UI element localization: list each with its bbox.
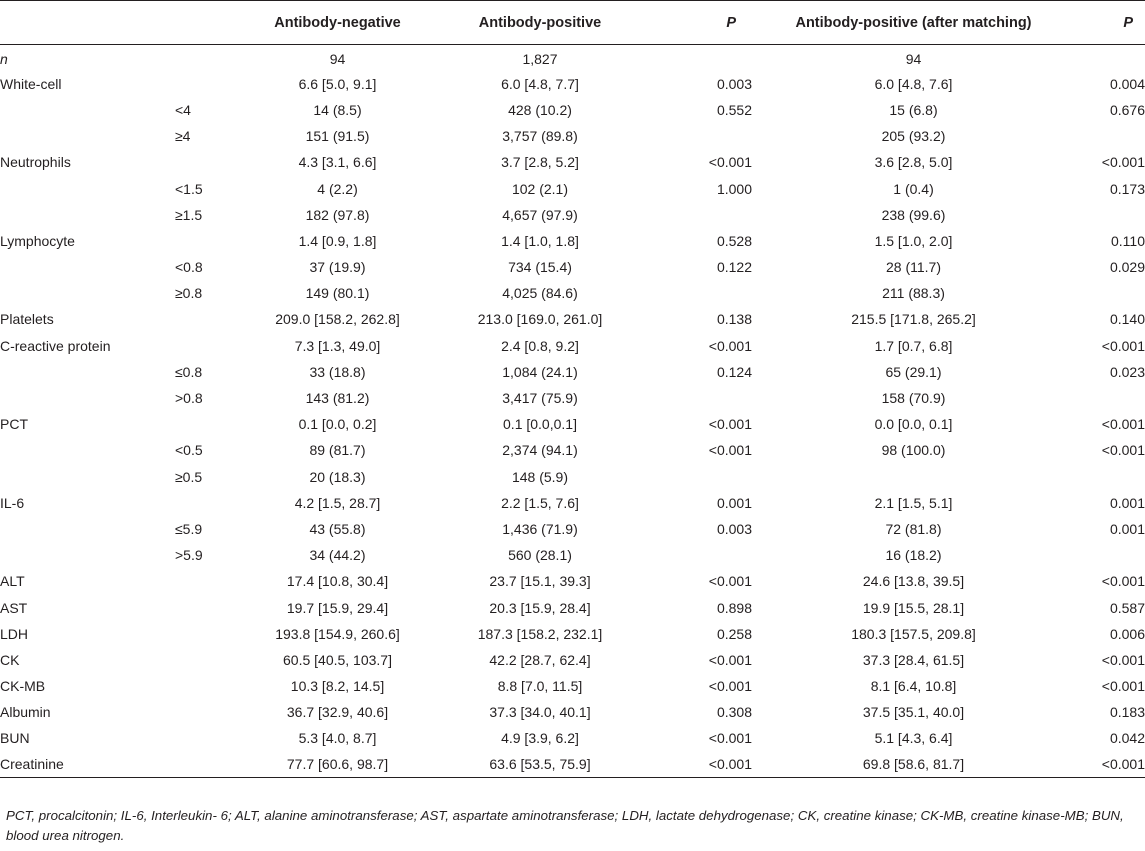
cell-antibody-positive: 213.0 [169.0, 261.0] bbox=[477, 311, 603, 328]
cell-p-value-matched bbox=[1075, 385, 1145, 411]
row-label: AST bbox=[0, 599, 28, 616]
row-label bbox=[0, 280, 175, 306]
cell-antibody-positive-matched: 1.7 [0.7, 6.8] bbox=[874, 337, 953, 354]
cell-antibody-negative: 33 (18.8) bbox=[309, 363, 366, 380]
cell-antibody-negative: 209.0 [158.2, 262.8] bbox=[275, 311, 400, 328]
row-sub-label bbox=[175, 45, 250, 71]
table-row bbox=[0, 359, 1145, 385]
row-sub-label bbox=[175, 673, 250, 699]
table-row bbox=[0, 725, 1145, 751]
cell-p-value-matched: 0.140 bbox=[1109, 311, 1145, 328]
cell-antibody-positive-matched: 94 bbox=[905, 51, 922, 68]
cell-p-value: <0.001 bbox=[708, 651, 752, 668]
cell-antibody-negative: 151 (91.5) bbox=[305, 128, 370, 145]
cell-antibody-negative: 89 (81.7) bbox=[309, 442, 366, 459]
row-label: n bbox=[0, 51, 8, 68]
header-p-value-matched: P bbox=[1123, 14, 1133, 31]
cell-p-value-matched: <0.001 bbox=[1101, 756, 1145, 773]
cell-antibody-positive: 4.9 [3.9, 6.2] bbox=[501, 730, 579, 747]
cell-antibody-positive: 2.2 [1.5, 7.6] bbox=[501, 494, 579, 511]
cell-antibody-positive-matched: 15 (6.8) bbox=[889, 101, 938, 118]
cell-antibody-positive-matched: 3.6 [2.8, 5.0] bbox=[874, 154, 953, 171]
row-label: CK bbox=[0, 651, 20, 668]
cell-antibody-negative: 94 bbox=[329, 51, 346, 68]
cell-antibody-positive: 1,084 (24.1) bbox=[502, 363, 578, 380]
cell-p-value: <0.001 bbox=[708, 154, 752, 171]
cell-antibody-negative: 4 (2.2) bbox=[317, 180, 358, 197]
row-label: Albumin bbox=[0, 704, 51, 721]
table-row bbox=[0, 752, 1145, 778]
table-row bbox=[0, 516, 1145, 542]
cell-antibody-negative: 7.3 [1.3, 49.0] bbox=[294, 337, 381, 354]
table-row bbox=[0, 71, 1145, 97]
cell-antibody-positive: 1.4 [1.0, 1.8] bbox=[501, 232, 579, 249]
cell-antibody-positive: 734 (15.4) bbox=[508, 259, 572, 276]
cell-p-value: 0.308 bbox=[716, 704, 752, 721]
row-sub-label bbox=[175, 333, 250, 359]
cell-antibody-positive-matched bbox=[752, 464, 1075, 490]
row-label: Platelets bbox=[0, 311, 54, 328]
cell-antibody-positive: 23.7 [15.1, 39.3] bbox=[489, 573, 591, 590]
row-label: CK-MB bbox=[0, 678, 46, 695]
cell-p-value-matched: 0.029 bbox=[1109, 259, 1145, 276]
header-antibody-positive: Antibody-positive bbox=[478, 14, 602, 31]
cell-antibody-positive-matched: 98 (100.0) bbox=[881, 442, 946, 459]
cell-p-value-matched: 0.042 bbox=[1109, 730, 1145, 747]
row-label: Neutrophils bbox=[0, 154, 71, 171]
cell-p-value: 0.001 bbox=[716, 494, 752, 511]
header-blank bbox=[0, 1, 175, 45]
row-label bbox=[0, 359, 175, 385]
table-row bbox=[0, 97, 1145, 123]
table-row bbox=[0, 673, 1145, 699]
row-sub-label bbox=[175, 725, 250, 751]
row-label bbox=[0, 437, 175, 463]
row-sub-label: <0.8 bbox=[175, 259, 203, 276]
header-p-value: P bbox=[726, 14, 736, 31]
row-sub-label: <4 bbox=[175, 101, 191, 118]
cell-antibody-positive: 4,657 (97.9) bbox=[502, 206, 578, 223]
cell-p-value-matched bbox=[1075, 464, 1145, 490]
row-label: Lymphocyte bbox=[0, 232, 75, 249]
cell-p-value bbox=[655, 202, 752, 228]
cell-antibody-negative: 43 (55.8) bbox=[309, 520, 366, 537]
row-label: BUN bbox=[0, 730, 30, 747]
row-label: C-reactive protein bbox=[0, 337, 111, 354]
table-row bbox=[0, 490, 1145, 516]
cell-antibody-negative: 19.7 [15.9, 29.4] bbox=[286, 599, 389, 616]
row-sub-label: >0.8 bbox=[175, 390, 203, 407]
cell-antibody-negative: 60.5 [40.5, 103.7] bbox=[283, 651, 392, 668]
cell-antibody-negative: 17.4 [10.8, 30.4] bbox=[286, 573, 389, 590]
cell-p-value: 0.122 bbox=[716, 259, 752, 276]
cell-antibody-positive-matched: 19.9 [15.5, 28.1] bbox=[862, 599, 965, 616]
row-sub-label bbox=[175, 71, 250, 97]
cell-p-value-matched: <0.001 bbox=[1101, 442, 1145, 459]
cell-antibody-positive-matched: 215.5 [171.8, 265.2] bbox=[851, 311, 976, 328]
cell-p-value: 0.124 bbox=[716, 363, 752, 380]
table-row bbox=[0, 647, 1145, 673]
cell-p-value-matched bbox=[1075, 45, 1145, 71]
table-header-row bbox=[0, 1, 1145, 45]
table-footnote: PCT, procalcitonin; IL-6, Interleukin- 6; ALT, alanine aminotransferase; AST, aspartate aminotransferase; LDH, lactate dehydrogenase; CK, creatine kinase; CK-MB, creatine kinase-MB; BUN, blood urea nitrogen. bbox=[6, 808, 1124, 843]
cell-p-value-matched: 0.110 bbox=[1111, 232, 1145, 249]
cell-antibody-positive-matched: 37.3 [28.4, 61.5] bbox=[862, 651, 965, 668]
row-label bbox=[0, 97, 175, 123]
cell-antibody-negative: 34 (44.2) bbox=[309, 547, 366, 564]
row-sub-label: >5.9 bbox=[175, 547, 203, 564]
table-row bbox=[0, 306, 1145, 332]
cell-antibody-negative: 4.2 [1.5, 28.7] bbox=[294, 494, 381, 511]
cell-antibody-positive: 63.6 [53.5, 75.9] bbox=[489, 756, 591, 773]
row-sub-label bbox=[175, 594, 250, 620]
cell-p-value-matched: <0.001 bbox=[1101, 416, 1145, 433]
cell-antibody-positive: 3,417 (75.9) bbox=[502, 390, 578, 407]
cell-antibody-positive-matched: 211 (88.3) bbox=[882, 285, 945, 302]
cell-antibody-negative: 1.4 [0.9, 1.8] bbox=[298, 232, 377, 249]
row-sub-label bbox=[175, 411, 250, 437]
row-sub-label bbox=[175, 149, 250, 175]
cell-p-value-matched: 0.676 bbox=[1109, 101, 1145, 118]
row-label: ALT bbox=[0, 573, 25, 590]
cell-antibody-positive-matched: 28 (11.7) bbox=[886, 259, 941, 276]
cell-antibody-positive-matched: 72 (81.8) bbox=[885, 520, 942, 537]
table-row bbox=[0, 542, 1145, 568]
cell-p-value: <0.001 bbox=[708, 730, 752, 747]
cell-antibody-positive-matched: 37.5 [35.1, 40.0] bbox=[862, 704, 965, 721]
row-sub-label: ≤5.9 bbox=[175, 520, 203, 537]
cell-antibody-positive: 2.4 [0.8, 9.2] bbox=[501, 337, 579, 354]
cell-p-value-matched: 0.001 bbox=[1109, 520, 1145, 537]
cell-p-value: <0.001 bbox=[708, 573, 752, 590]
row-sub-label: <0.5 bbox=[175, 442, 203, 459]
cell-p-value-matched bbox=[1075, 542, 1145, 568]
cell-p-value: <0.001 bbox=[708, 756, 752, 773]
cell-p-value-matched bbox=[1075, 202, 1145, 228]
cell-p-value-matched: <0.001 bbox=[1101, 678, 1145, 695]
row-sub-label bbox=[175, 752, 250, 778]
cell-antibody-positive-matched: 180.3 [157.5, 209.8] bbox=[851, 625, 976, 642]
cell-antibody-negative: 37 (19.9) bbox=[309, 259, 366, 276]
cell-antibody-positive: 102 (2.1) bbox=[511, 180, 569, 197]
cell-antibody-positive: 2,374 (94.1) bbox=[502, 442, 578, 459]
cell-antibody-positive: 1,436 (71.9) bbox=[502, 520, 578, 537]
cell-antibody-negative: 14 (8.5) bbox=[313, 101, 362, 118]
row-sub-label bbox=[175, 306, 250, 332]
cell-p-value-matched: 0.004 bbox=[1109, 75, 1145, 92]
row-label bbox=[0, 123, 175, 149]
header-antibody-positive-matched: Antibody-positive (after matching) bbox=[795, 14, 1032, 31]
cell-p-value: <0.001 bbox=[708, 678, 752, 695]
cell-p-value: <0.001 bbox=[708, 442, 752, 459]
cell-p-value: 0.258 bbox=[716, 625, 752, 642]
cell-antibody-positive: 148 (5.9) bbox=[511, 468, 569, 485]
cell-antibody-positive-matched: 16 (18.2) bbox=[885, 547, 942, 564]
cell-p-value bbox=[655, 385, 752, 411]
row-sub-label bbox=[175, 647, 250, 673]
row-label: LDH bbox=[0, 625, 29, 642]
cell-antibody-positive: 4,025 (84.6) bbox=[502, 285, 578, 302]
row-sub-label bbox=[175, 621, 250, 647]
cell-antibody-positive-matched: 69.8 [58.6, 81.7] bbox=[862, 756, 965, 773]
cell-antibody-positive: 37.3 [34.0, 40.1] bbox=[489, 704, 591, 721]
cell-p-value: 0.138 bbox=[716, 311, 752, 328]
cell-antibody-negative: 6.6 [5.0, 9.1] bbox=[298, 75, 377, 92]
cell-antibody-negative: 36.7 [32.9, 40.6] bbox=[286, 704, 389, 721]
row-sub-label: <1.5 bbox=[175, 180, 203, 197]
cell-antibody-positive: 560 (28.1) bbox=[508, 547, 572, 564]
table-row bbox=[0, 699, 1145, 725]
cell-antibody-negative: 77.7 [60.6, 98.7] bbox=[286, 756, 389, 773]
row-sub-label bbox=[175, 490, 250, 516]
cell-p-value-matched: <0.001 bbox=[1101, 573, 1145, 590]
row-label bbox=[0, 202, 175, 228]
cell-p-value-matched bbox=[1075, 123, 1145, 149]
row-sub-label: ≥4 bbox=[175, 128, 191, 145]
row-label bbox=[0, 516, 175, 542]
row-sub-label: ≤0.8 bbox=[175, 363, 203, 380]
cell-p-value-matched: <0.001 bbox=[1101, 337, 1145, 354]
cell-p-value: 1.000 bbox=[716, 180, 752, 197]
cell-antibody-negative: 193.8 [154.9, 260.6] bbox=[275, 625, 400, 642]
row-label: White-cell bbox=[0, 75, 62, 92]
row-label: IL-6 bbox=[0, 494, 25, 511]
row-sub-label: ≥1.5 bbox=[175, 206, 203, 223]
row-label bbox=[0, 542, 175, 568]
row-label bbox=[0, 464, 175, 490]
cell-p-value-matched bbox=[1075, 280, 1145, 306]
cell-antibody-positive-matched: 65 (29.1) bbox=[885, 363, 942, 380]
cell-p-value bbox=[655, 123, 752, 149]
table-row bbox=[0, 411, 1145, 437]
table-row bbox=[0, 333, 1145, 359]
row-label: Creatinine bbox=[0, 756, 64, 773]
table-row bbox=[0, 228, 1145, 254]
cell-antibody-positive: 20.3 [15.9, 28.4] bbox=[489, 599, 591, 616]
cell-p-value bbox=[655, 542, 752, 568]
table-row bbox=[0, 568, 1145, 594]
cell-antibody-positive: 187.3 [158.2, 232.1] bbox=[477, 625, 603, 642]
cell-p-value: 0.552 bbox=[716, 101, 752, 118]
cell-antibody-positive: 0.1 [0.0,0.1] bbox=[503, 416, 577, 433]
row-label: PCT bbox=[0, 416, 28, 433]
cell-p-value-matched: 0.001 bbox=[1109, 494, 1145, 511]
table-row bbox=[0, 149, 1145, 175]
cell-p-value-matched: <0.001 bbox=[1101, 154, 1145, 171]
cell-p-value bbox=[655, 464, 752, 490]
cell-antibody-positive-matched: 0.0 [0.0, 0.1] bbox=[874, 416, 953, 433]
table-row bbox=[0, 385, 1145, 411]
row-sub-label bbox=[175, 568, 250, 594]
cell-antibody-positive-matched: 205 (93.2) bbox=[881, 128, 946, 145]
cell-antibody-positive: 8.8 [7.0, 11.5] bbox=[497, 678, 583, 695]
cell-p-value-matched: 0.023 bbox=[1109, 363, 1145, 380]
cell-p-value: 0.898 bbox=[716, 599, 752, 616]
row-label bbox=[0, 254, 175, 280]
table-row bbox=[0, 280, 1145, 306]
table-row bbox=[0, 123, 1145, 149]
row-label bbox=[0, 385, 175, 411]
cell-antibody-positive-matched: 5.1 [4.3, 6.4] bbox=[874, 730, 953, 747]
cell-antibody-negative: 5.3 [4.0, 8.7] bbox=[298, 730, 377, 747]
cell-p-value-matched: 0.006 bbox=[1109, 625, 1145, 642]
cell-p-value: 0.528 bbox=[716, 232, 752, 249]
cell-antibody-positive-matched: 238 (99.6) bbox=[881, 206, 946, 223]
cell-antibody-negative: 182 (97.8) bbox=[305, 206, 370, 223]
cell-antibody-positive: 3.7 [2.8, 5.2] bbox=[501, 154, 579, 171]
table-row bbox=[0, 594, 1145, 620]
cell-p-value: <0.001 bbox=[708, 416, 752, 433]
cell-antibody-positive: 428 (10.2) bbox=[508, 101, 572, 118]
header-sub bbox=[175, 1, 250, 45]
cell-p-value bbox=[655, 280, 752, 306]
cell-antibody-positive-matched: 8.1 [6.4, 10.8] bbox=[870, 678, 957, 695]
row-sub-label: ≥0.8 bbox=[175, 285, 203, 302]
cell-p-value: 0.003 bbox=[716, 520, 752, 537]
cell-p-value: 0.003 bbox=[716, 75, 752, 92]
header-antibody-negative: Antibody-negative bbox=[274, 14, 401, 31]
cell-antibody-positive: 3,757 (89.8) bbox=[502, 128, 578, 145]
cell-antibody-positive-matched: 6.0 [4.8, 7.6] bbox=[874, 75, 953, 92]
cell-antibody-positive-matched: 24.6 [13.8, 39.5] bbox=[862, 573, 965, 590]
cell-p-value-matched: 0.587 bbox=[1109, 599, 1145, 616]
cell-p-value-matched: 0.173 bbox=[1109, 180, 1145, 197]
cell-antibody-negative: 0.1 [0.0, 0.2] bbox=[298, 416, 377, 433]
cell-p-value: <0.001 bbox=[708, 337, 752, 354]
cell-antibody-positive: 42.2 [28.7, 62.4] bbox=[489, 651, 591, 668]
row-label bbox=[0, 175, 175, 201]
row-sub-label: ≥0.5 bbox=[175, 468, 203, 485]
table-row bbox=[0, 464, 1145, 490]
table-row bbox=[0, 202, 1145, 228]
cell-antibody-positive-matched: 158 (70.9) bbox=[881, 390, 946, 407]
table-row bbox=[0, 254, 1145, 280]
table-body bbox=[0, 45, 1145, 778]
table-row bbox=[0, 621, 1145, 647]
row-sub-label bbox=[175, 228, 250, 254]
cell-antibody-positive-matched: 1 (0.4) bbox=[893, 180, 934, 197]
cell-p-value-matched: <0.001 bbox=[1101, 651, 1145, 668]
cell-antibody-negative: 143 (81.2) bbox=[305, 390, 370, 407]
cell-antibody-negative: 4.3 [3.1, 6.6] bbox=[298, 154, 377, 171]
cell-antibody-positive-matched: 1.5 [1.0, 2.0] bbox=[874, 232, 953, 249]
cell-p-value bbox=[655, 45, 752, 71]
cell-antibody-positive-matched: 2.1 [1.5, 5.1] bbox=[874, 494, 953, 511]
cell-antibody-negative: 149 (80.1) bbox=[305, 285, 370, 302]
cell-antibody-negative: 20 (18.3) bbox=[309, 468, 366, 485]
cell-antibody-positive: 1,827 bbox=[522, 51, 558, 68]
row-sub-label bbox=[175, 699, 250, 725]
table-row bbox=[0, 175, 1145, 201]
cell-antibody-positive: 6.0 [4.8, 7.7] bbox=[501, 75, 579, 92]
table-row bbox=[0, 45, 1145, 71]
cell-p-value-matched: 0.183 bbox=[1109, 704, 1145, 721]
cell-antibody-negative: 10.3 [8.2, 14.5] bbox=[290, 678, 385, 695]
table-row bbox=[0, 437, 1145, 463]
